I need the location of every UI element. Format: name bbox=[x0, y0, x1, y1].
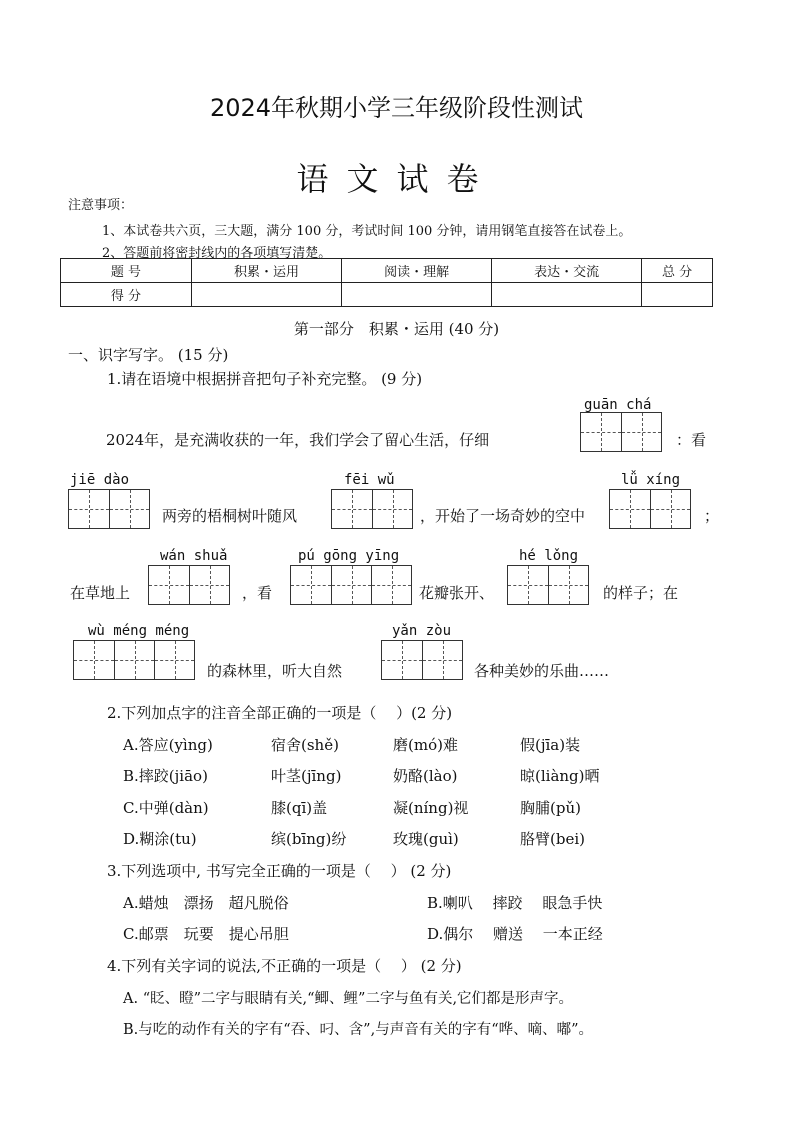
answer-grid-wumengmeng[interactable] bbox=[73, 640, 195, 680]
pinyin-wanshua: wán shuǎ bbox=[160, 548, 228, 564]
score-table bbox=[60, 258, 713, 307]
q2-option-item: 奶酪(lào) bbox=[393, 767, 458, 785]
score-input-cell[interactable] bbox=[492, 283, 642, 307]
score-row-label: 得 分 bbox=[61, 283, 192, 307]
pinyin-guancha: guān chá bbox=[584, 397, 652, 413]
answer-grid-yanzou[interactable] bbox=[381, 640, 463, 680]
score-table-score-row bbox=[61, 283, 713, 307]
part1-title: 第一部分 积累・运用 (40 分) bbox=[293, 320, 500, 338]
q2-option-item: 膝(qī)盖 bbox=[271, 799, 328, 817]
section1-heading: 一、识字写字。 (15 分) bbox=[68, 346, 229, 364]
q3-prompt: 3.下列选项中, 书写完全正确的一项是（ ） (2 分) bbox=[107, 862, 452, 880]
q2-option-item: 玫瑰(guì) bbox=[393, 830, 459, 848]
score-header-cell: 积累・运用 bbox=[192, 259, 342, 283]
q3-option-c: C.邮票 玩要 提心吊胆 bbox=[123, 925, 289, 943]
q1-line2-end: ； bbox=[704, 507, 720, 525]
q1-line4-text-1: 的森林里，听大自然 bbox=[207, 662, 343, 680]
q1-line4-text-2: 各种美妙的乐曲…… bbox=[474, 662, 610, 680]
notes-heading: 注意事项： bbox=[68, 198, 134, 213]
pinyin-pugongying: pú gōng yīng bbox=[298, 548, 400, 564]
q2-option-item: 叶茎(jīng) bbox=[271, 767, 342, 785]
exam-title: 2024年秋期小学三年级阶段性测试 bbox=[209, 94, 584, 122]
q2-option-item: 晾(liàng)晒 bbox=[520, 767, 600, 785]
answer-grid-lvxing[interactable] bbox=[609, 489, 691, 529]
q1-line3-text-1: ，看 bbox=[242, 584, 273, 602]
q2-option-item: B.摔跤(jiāo) bbox=[123, 767, 208, 785]
q1-line3-text-0: 在草地上 bbox=[70, 584, 131, 602]
q1-line1-end: ：看 bbox=[676, 431, 707, 449]
q4-option-a: A. “眨、瞪”二字与眼睛有关,“鲫、鲤”二字与鱼有关,它们都是形声字。 bbox=[123, 991, 574, 1007]
q2-option-item: 缤(bīng)纷 bbox=[271, 830, 347, 848]
pinyin-jiedao: jiē dào bbox=[70, 472, 130, 488]
score-input-cell[interactable] bbox=[342, 283, 492, 307]
q1-line2-text-1: 两旁的梧桐树叶随风 bbox=[162, 507, 298, 525]
note-item-2: 2、答题前将密封线内的各项填写清楚。 bbox=[102, 246, 332, 261]
q1-line1-text: 2024年，是充满收获的一年，我们学会了留心生活，仔细 bbox=[106, 431, 490, 449]
q2-option-item: D.糊涂(tu) bbox=[123, 830, 197, 848]
answer-grid-jiedao[interactable] bbox=[68, 489, 150, 529]
q4-option-b: B.与吃的动作有关的字有“吞、叼、含”,与声音有关的字有“哗、嘀、嘟”。 bbox=[123, 1022, 594, 1038]
q1-line3-text-3: 的样子；在 bbox=[603, 584, 679, 602]
q1-line2-text-2: ，开始了一场奇妙的空中 bbox=[420, 507, 586, 525]
q2-option-item: 磨(mó)难 bbox=[393, 736, 458, 754]
q2-option-item: A.答应(yìng) bbox=[123, 736, 213, 754]
pinyin-wumengmeng: wù méng méng bbox=[88, 623, 190, 639]
pinyin-lvxing: lǚ xíng bbox=[621, 472, 681, 488]
q1-prompt: 1.请在语境中根据拼音把句子补充完整。 (9 分) bbox=[107, 370, 423, 388]
answer-grid-guancha[interactable] bbox=[580, 412, 662, 452]
score-header-cell: 阅读・理解 bbox=[342, 259, 492, 283]
q3-option-b: B.喇叭 摔跤 眼急手快 bbox=[427, 894, 603, 912]
pinyin-yanzou: yǎn zòu bbox=[392, 623, 452, 639]
q4-prompt: 4.下列有关字词的说法,不正确的一项是（ ） (2 分) bbox=[107, 957, 462, 975]
answer-grid-pugongying[interactable] bbox=[290, 565, 412, 605]
exam-subtitle: 语文试卷 bbox=[296, 160, 497, 198]
score-header-cell: 表达・交流 bbox=[492, 259, 642, 283]
q1-line3-text-2: 花瓣张开、 bbox=[419, 584, 495, 602]
score-input-cell[interactable] bbox=[192, 283, 342, 307]
score-header-cell: 题 号 bbox=[61, 259, 192, 283]
q2-option-item: 胳臂(bei) bbox=[520, 830, 585, 848]
answer-grid-wanshua[interactable] bbox=[148, 565, 230, 605]
note-item-1: 1、本试卷共六页，三大题，满分 100 分，考试时间 100 分钟，请用钢笔直接答在试卷上。 bbox=[102, 224, 632, 239]
score-input-cell[interactable] bbox=[642, 283, 713, 307]
q2-option-item: C.中弹(dàn) bbox=[123, 799, 209, 817]
q2-option-item: 凝(níng)视 bbox=[393, 799, 469, 817]
q2-option-item: 假(jīa)装 bbox=[520, 736, 581, 754]
answer-grid-helong[interactable] bbox=[507, 565, 589, 605]
q3-option-a: A.蜡烛 漂扬 超凡脱俗 bbox=[123, 894, 289, 912]
pinyin-feiwu: fēi wǔ bbox=[344, 472, 395, 488]
q2-option-item: 胸脯(pǔ) bbox=[520, 799, 581, 817]
q3-option-d: D.偶尔 赠送 一本正经 bbox=[427, 925, 603, 943]
q2-option-item: 宿舍(shě) bbox=[271, 736, 339, 754]
answer-grid-feiwu[interactable] bbox=[331, 489, 413, 529]
score-header-cell: 总 分 bbox=[642, 259, 713, 283]
q2-prompt: 2.下列加点字的注音全部正确的一项是（ ）(2 分) bbox=[107, 704, 453, 722]
score-table-header-row bbox=[61, 259, 713, 283]
pinyin-helong: hé lǒng bbox=[519, 548, 579, 564]
